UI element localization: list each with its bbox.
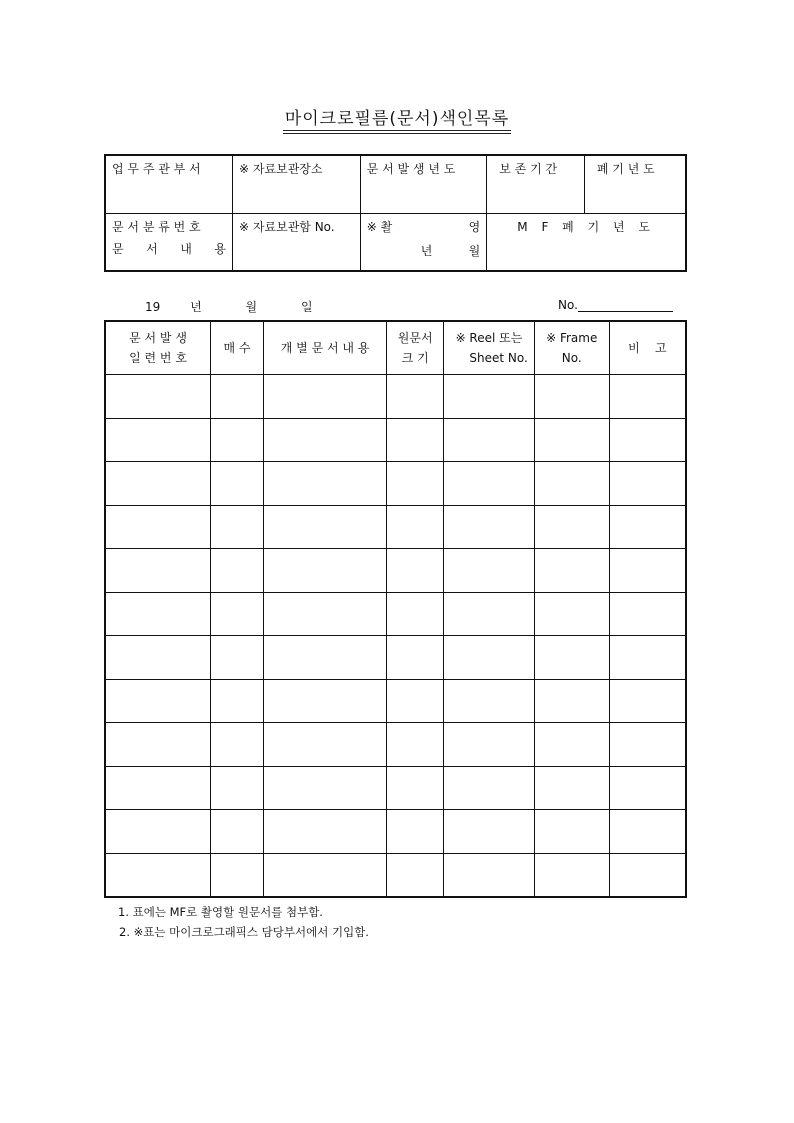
table-cell[interactable]	[105, 418, 211, 462]
table-cell[interactable]	[387, 766, 444, 810]
table-cell[interactable]	[263, 679, 386, 723]
shoot-date-cell[interactable]	[360, 214, 487, 272]
table-cell[interactable]	[211, 679, 264, 723]
table-cell[interactable]	[211, 853, 264, 897]
table-row	[105, 375, 686, 419]
table-cell[interactable]	[105, 592, 211, 636]
table-cell[interactable]	[105, 810, 211, 854]
table-cell[interactable]	[387, 853, 444, 897]
col-pages	[211, 321, 264, 375]
table-cell[interactable]	[387, 462, 444, 506]
table-row	[105, 723, 686, 767]
box-no-cell[interactable]	[233, 214, 361, 272]
table-cell[interactable]	[534, 375, 609, 419]
table-cell[interactable]	[263, 636, 386, 680]
table-cell[interactable]	[609, 636, 686, 680]
col-text: No.	[561, 351, 582, 365]
table-cell[interactable]	[105, 766, 211, 810]
table-cell[interactable]	[387, 549, 444, 593]
table-cell[interactable]	[534, 549, 609, 593]
table-cell[interactable]	[444, 549, 535, 593]
table-cell[interactable]	[263, 418, 386, 462]
table-cell[interactable]	[211, 636, 264, 680]
table-cell[interactable]	[263, 853, 386, 897]
table-cell[interactable]	[444, 592, 535, 636]
table-cell[interactable]	[105, 375, 211, 419]
classification-cell[interactable]	[105, 214, 233, 272]
table-row	[105, 549, 686, 593]
table-cell[interactable]	[444, 462, 535, 506]
header-table	[104, 154, 687, 272]
content-char: 내	[180, 242, 192, 256]
page-title: 마이크로필름(문서)색인목록	[283, 104, 511, 134]
col-text: 매 수	[223, 341, 251, 355]
page-title-wrap	[0, 104, 794, 134]
table-cell[interactable]	[211, 462, 264, 506]
table-cell[interactable]	[211, 723, 264, 767]
table-cell[interactable]	[534, 505, 609, 549]
table-header-row	[105, 321, 686, 375]
dept-cell[interactable]	[105, 155, 233, 214]
table-cell[interactable]	[444, 810, 535, 854]
shoot-text: ※ 촬	[366, 220, 393, 234]
table-cell[interactable]	[444, 418, 535, 462]
table-row	[105, 462, 686, 506]
table-cell[interactable]	[211, 375, 264, 419]
shoot-month: 월	[468, 244, 481, 258]
table-cell[interactable]	[609, 418, 686, 462]
table-row	[105, 592, 686, 636]
table-cell[interactable]	[211, 810, 264, 854]
disposal-year-label: 폐 기 년 도	[596, 162, 655, 176]
retention-cell[interactable]	[487, 155, 585, 214]
day-label: 일	[300, 300, 313, 314]
col-text: 문 서 발 생	[129, 331, 187, 345]
table-cell[interactable]	[387, 375, 444, 419]
table-cell[interactable]	[263, 766, 386, 810]
table-cell[interactable]	[387, 723, 444, 767]
shoot-label	[361, 214, 487, 236]
table-row	[105, 418, 686, 462]
table-cell[interactable]	[387, 505, 444, 549]
shoot-year: 년	[420, 244, 433, 258]
table-cell[interactable]	[105, 636, 211, 680]
table-cell[interactable]	[444, 679, 535, 723]
table-cell[interactable]	[387, 810, 444, 854]
col-frame	[534, 321, 609, 375]
content-char: 서	[146, 242, 158, 256]
table-cell[interactable]	[609, 505, 686, 549]
table-cell[interactable]	[534, 636, 609, 680]
table-row	[105, 766, 686, 810]
col-serial	[105, 321, 211, 375]
table-cell[interactable]	[211, 418, 264, 462]
table-cell[interactable]	[444, 723, 535, 767]
table-cell[interactable]	[387, 679, 444, 723]
table-cell[interactable]	[534, 810, 609, 854]
col-remarks	[609, 321, 686, 375]
table-cell[interactable]	[263, 462, 386, 506]
table-cell[interactable]	[534, 679, 609, 723]
col-text: 개 별 문 서 내 용	[280, 341, 370, 355]
box-no-label: ※ 자료보관함 No.	[239, 220, 335, 234]
content-char: 문	[112, 242, 124, 256]
table-cell[interactable]	[609, 592, 686, 636]
col-text: 크 기	[401, 351, 429, 365]
table-cell[interactable]	[105, 679, 211, 723]
table-cell[interactable]	[534, 766, 609, 810]
col-text: 원문서	[397, 331, 433, 345]
table-cell[interactable]	[387, 418, 444, 462]
table-cell[interactable]	[263, 810, 386, 854]
table-cell[interactable]	[609, 679, 686, 723]
date-line	[145, 298, 313, 315]
year-prefix: 19	[145, 300, 161, 314]
table-cell[interactable]	[105, 462, 211, 506]
table-cell[interactable]	[609, 723, 686, 767]
col-size	[387, 321, 444, 375]
table-cell[interactable]	[534, 723, 609, 767]
retention-label: 보 존 기 간	[499, 162, 558, 176]
issue-year-label: 문 서 발 생 년 도	[366, 162, 456, 176]
table-cell[interactable]	[263, 723, 386, 767]
table-cell[interactable]	[609, 549, 686, 593]
table-cell[interactable]	[263, 592, 386, 636]
content-label	[106, 239, 232, 258]
shoot-date-label	[361, 236, 487, 260]
notes	[118, 902, 369, 942]
index-table	[104, 320, 687, 898]
table-cell[interactable]	[387, 636, 444, 680]
table-cell[interactable]	[211, 766, 264, 810]
dept-label: 업 무 주 관 부 서	[112, 162, 201, 176]
note-1: 1. 표에는 MF로 촬영할 원문서를 첨부함.	[118, 905, 323, 919]
table-cell[interactable]	[609, 766, 686, 810]
table-row	[105, 636, 686, 680]
table-cell[interactable]	[534, 418, 609, 462]
col-text: Sheet No.	[469, 351, 528, 365]
issue-year-cell[interactable]	[360, 155, 487, 214]
year-label: 년	[190, 300, 202, 314]
table-cell[interactable]	[444, 505, 535, 549]
table-cell[interactable]	[444, 766, 535, 810]
storage-place-cell[interactable]	[233, 155, 361, 214]
number-field	[558, 298, 673, 312]
table-cell[interactable]	[105, 723, 211, 767]
table-cell[interactable]	[211, 549, 264, 593]
content-char: 용	[214, 242, 227, 256]
mf-disposal-cell[interactable]	[487, 214, 686, 272]
col-text: ※ Frame	[546, 331, 598, 345]
number-label: No.	[558, 298, 578, 312]
table-row	[105, 853, 686, 897]
col-text: ※ Reel 또는	[455, 331, 523, 345]
table-cell[interactable]	[105, 505, 211, 549]
table-cell[interactable]	[444, 375, 535, 419]
col-reel	[444, 321, 535, 375]
table-cell[interactable]	[534, 592, 609, 636]
table-cell[interactable]	[211, 505, 264, 549]
disposal-year-cell[interactable]	[584, 155, 686, 214]
table-cell[interactable]	[263, 549, 386, 593]
mf-disposal-label: M F 폐 기 년 도	[517, 220, 655, 234]
table-cell[interactable]	[444, 636, 535, 680]
table-row	[105, 810, 686, 854]
table-cell[interactable]	[444, 853, 535, 897]
shoot-text: 영	[468, 220, 481, 234]
table-row	[105, 505, 686, 549]
note-2: 2. ※표는 마이크로그래픽스 담당부서에서 기입함.	[119, 925, 369, 939]
classification-label: 문 서 분 류 번 호	[112, 220, 201, 234]
number-blank[interactable]	[578, 298, 673, 312]
month-label: 월	[245, 300, 258, 314]
table-cell[interactable]	[263, 505, 386, 549]
col-content	[263, 321, 386, 375]
col-text: 비 고	[628, 341, 667, 355]
col-text: 일 련 번 호	[129, 351, 187, 365]
table-cell[interactable]	[211, 592, 264, 636]
table-cell[interactable]	[609, 853, 686, 897]
table-cell[interactable]	[609, 375, 686, 419]
table-cell[interactable]	[534, 853, 609, 897]
table-cell[interactable]	[534, 462, 609, 506]
table-cell[interactable]	[105, 853, 211, 897]
storage-place-label: ※ 자료보관장소	[239, 162, 323, 176]
table-row	[105, 679, 686, 723]
table-cell[interactable]	[609, 810, 686, 854]
table-cell[interactable]	[105, 549, 211, 593]
table-cell[interactable]	[609, 462, 686, 506]
table-cell[interactable]	[387, 592, 444, 636]
table-cell[interactable]	[263, 375, 386, 419]
